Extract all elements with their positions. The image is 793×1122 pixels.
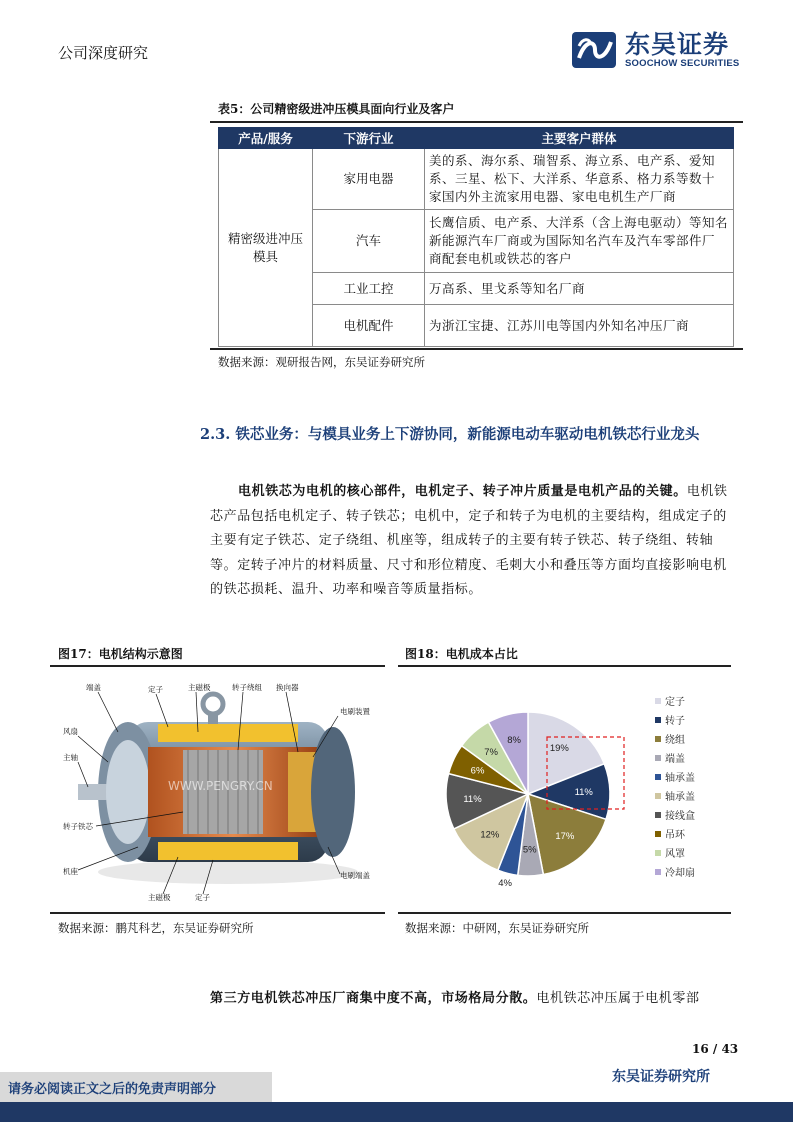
legend-item bbox=[655, 714, 685, 727]
legend-swatch bbox=[655, 850, 661, 856]
legend-item bbox=[655, 696, 685, 708]
legend-swatch bbox=[655, 717, 661, 723]
legend-item bbox=[655, 809, 695, 822]
fig18-source: 数据来源：中研网，东吴证券研究所 bbox=[405, 921, 589, 935]
customers-line: 新能源汽车厂商或为国际知名汽车及汽车零部件厂 bbox=[429, 233, 716, 248]
fig17-source: 数据来源：鹏芃科艺，东吴证券研究所 bbox=[58, 921, 254, 935]
stator-bottom bbox=[158, 842, 298, 860]
industry-cell: 家用电器 bbox=[313, 149, 425, 210]
stator-top bbox=[158, 724, 298, 742]
pie-data-label: 19% bbox=[549, 742, 569, 754]
label-commutator: 换向器 bbox=[276, 683, 299, 692]
customers-cell bbox=[425, 305, 734, 347]
customers-cell bbox=[425, 149, 734, 210]
header-label: 公司深度研究 bbox=[58, 44, 149, 62]
table-header-cell: 下游行业 bbox=[313, 128, 425, 149]
legend-label: 定子 bbox=[665, 697, 685, 708]
customers-cell bbox=[425, 210, 734, 273]
pie-data-label: 12% bbox=[480, 829, 500, 841]
customers-cell bbox=[425, 273, 734, 305]
legend-item bbox=[655, 733, 685, 746]
lifting-ring bbox=[203, 694, 223, 714]
legend-swatch bbox=[655, 698, 661, 704]
legend-item bbox=[655, 771, 695, 784]
legend-swatch bbox=[655, 869, 661, 875]
table-bottom-rule bbox=[210, 348, 743, 350]
legend-item bbox=[655, 752, 685, 765]
label-stator-bottom: 定子 bbox=[195, 893, 210, 902]
label-shaft: 主轴 bbox=[63, 753, 78, 762]
legend-label: 绕组 bbox=[665, 735, 685, 746]
logo-mark-icon bbox=[571, 30, 619, 70]
watermark: WWW.PENGRY.CN bbox=[168, 779, 273, 793]
legend-item bbox=[655, 848, 685, 860]
pie-data-label: 5% bbox=[522, 844, 537, 856]
section-paragraph bbox=[210, 480, 740, 603]
pie-data-label: 6% bbox=[470, 765, 485, 777]
industry-cell: 电机配件 bbox=[313, 305, 425, 347]
customers-line: 万高系、里戈系等知名厂商 bbox=[429, 280, 586, 296]
label-main-pole: 主磁极 bbox=[188, 683, 211, 692]
table-title: 表5：公司精密级进冲压模具面向行业及客户 bbox=[218, 102, 455, 116]
legend-item bbox=[655, 790, 695, 803]
customers-line: 商配套电机或铁芯的客户 bbox=[429, 251, 573, 266]
table-row bbox=[219, 149, 734, 210]
legend-label: 轴承盖 bbox=[665, 773, 695, 784]
brush-end-cover bbox=[311, 727, 355, 857]
label-end-cover: 端盖 bbox=[86, 683, 101, 692]
label-main-pole-bottom: 主磁极 bbox=[148, 893, 171, 902]
fig17-title: 图17：电机结构示意图 bbox=[58, 647, 183, 661]
customers-line: 系、三星、松下、大洋系、华意系、格力系等数十 bbox=[429, 171, 716, 186]
footer-bar bbox=[0, 1102, 793, 1122]
logo-cn-text: 东吴证券 bbox=[625, 30, 730, 59]
logo-en-text: SOOCHOW SECURITIES bbox=[625, 58, 740, 69]
pie-data-label: 7% bbox=[484, 747, 498, 759]
legend-label: 风罩 bbox=[665, 849, 685, 860]
industry-cell: 工业工控 bbox=[313, 273, 425, 305]
legend-label: 端盖 bbox=[665, 754, 685, 765]
table-source: 数据来源：观研报告网，东吴证券研究所 bbox=[218, 355, 425, 369]
motor-diagram bbox=[58, 672, 384, 906]
label-frame: 机座 bbox=[63, 867, 78, 876]
disclaimer-text: 请务必阅读正文之后的免责声明部分 bbox=[8, 1082, 217, 1097]
legend-swatch bbox=[655, 736, 661, 742]
customers-line: 长鹰信质、电产系、大洋系（含上海电驱动）等知名 bbox=[429, 215, 729, 230]
pie-legend bbox=[655, 696, 695, 879]
legend-swatch bbox=[655, 831, 661, 837]
legend-item bbox=[655, 866, 695, 879]
footer-org: 东吴证券研究所 bbox=[612, 1069, 710, 1085]
fan bbox=[106, 740, 150, 844]
product-line: 精密级进冲压 bbox=[227, 230, 303, 246]
legend-label: 接线盒 bbox=[665, 811, 695, 822]
page-number: 16 / 43 bbox=[692, 1042, 739, 1056]
pie-data-label: 4% bbox=[498, 878, 512, 890]
customers-line: 美的系、海尔系、瑞智系、海立系、电产系、爱知 bbox=[429, 153, 716, 168]
fig18-title: 图18：电机成本占比 bbox=[405, 647, 518, 661]
pie-data-label: 8% bbox=[507, 734, 522, 746]
label-stator: 定子 bbox=[148, 685, 163, 694]
legend-swatch bbox=[655, 812, 661, 818]
section-heading: 2.3. 铁芯业务：与模具业务上下游协同，新能源电动车驱动电机铁芯行业龙头 bbox=[200, 426, 700, 443]
table-header-row bbox=[219, 128, 734, 149]
company-logo bbox=[571, 30, 739, 70]
customers-line: 家国内外主流家用电器、家电电机生产厂商 bbox=[429, 189, 677, 204]
pie-data-label: 11% bbox=[574, 787, 593, 799]
closing-rest: 电机铁芯冲压属于电机零部 bbox=[536, 991, 700, 1006]
label-rotor-core: 转子铁芯 bbox=[63, 822, 93, 831]
pie-data-label: 11% bbox=[463, 794, 482, 806]
fig18-top-rule bbox=[398, 665, 731, 667]
para-rest: 电机铁芯产品包括电机定子、转子铁芯；电机中，定子和转子为电机的主要结构，组成定子的主要有定子铁芯、定子绕组、机座等，组成转子的主要有转子铁芯、转子绕组、转轴等。定转子冲片的材料质量、尺寸和形位精度、毛刺大小和叠压等方面均直接影响电机的铁芯损耗、温升、功率和噪音等质量指标。 bbox=[210, 484, 728, 597]
table-header-cell: 主要客户群体 bbox=[425, 128, 734, 149]
legend-swatch bbox=[655, 774, 661, 780]
fig17-bottom-rule bbox=[50, 912, 385, 914]
product-line: 模具 bbox=[252, 248, 278, 264]
pie-chart bbox=[400, 672, 730, 906]
pie-data-label: 17% bbox=[555, 830, 575, 842]
table-top-rule bbox=[210, 121, 743, 123]
legend-swatch bbox=[655, 793, 661, 799]
label-brush-cover: 电刷端盖 bbox=[340, 871, 370, 880]
label-rotor-winding: 转子绕组 bbox=[232, 683, 262, 692]
legend-label: 冷却扇 bbox=[665, 868, 695, 879]
customer-table bbox=[218, 127, 734, 347]
table-header-cell: 产品/服务 bbox=[219, 128, 313, 149]
fig17-top-rule bbox=[50, 665, 385, 667]
product-cell bbox=[219, 149, 313, 347]
legend-swatch bbox=[655, 755, 661, 761]
legend-label: 轴承盖 bbox=[665, 792, 695, 803]
legend-item bbox=[655, 829, 686, 841]
label-brush: 电刷装置 bbox=[340, 707, 370, 716]
para-bold: 电机铁芯为电机的核心部件，电机定子、转子冲片质量是电机产品的关键。 bbox=[238, 484, 687, 499]
legend-label: 吊环 bbox=[665, 830, 685, 841]
customers-line: 为浙江宝捷、江苏川电等国内外知名冲压厂商 bbox=[429, 317, 690, 333]
industry-cell: 汽车 bbox=[313, 210, 425, 273]
label-fan: 风扇 bbox=[63, 727, 78, 736]
legend-label: 转子 bbox=[665, 716, 685, 727]
closing-paragraph bbox=[210, 987, 750, 1006]
fig18-bottom-rule bbox=[398, 912, 731, 914]
closing-bold: 第三方电机铁芯冲压厂商集中度不高，市场格局分散。 bbox=[210, 991, 537, 1006]
